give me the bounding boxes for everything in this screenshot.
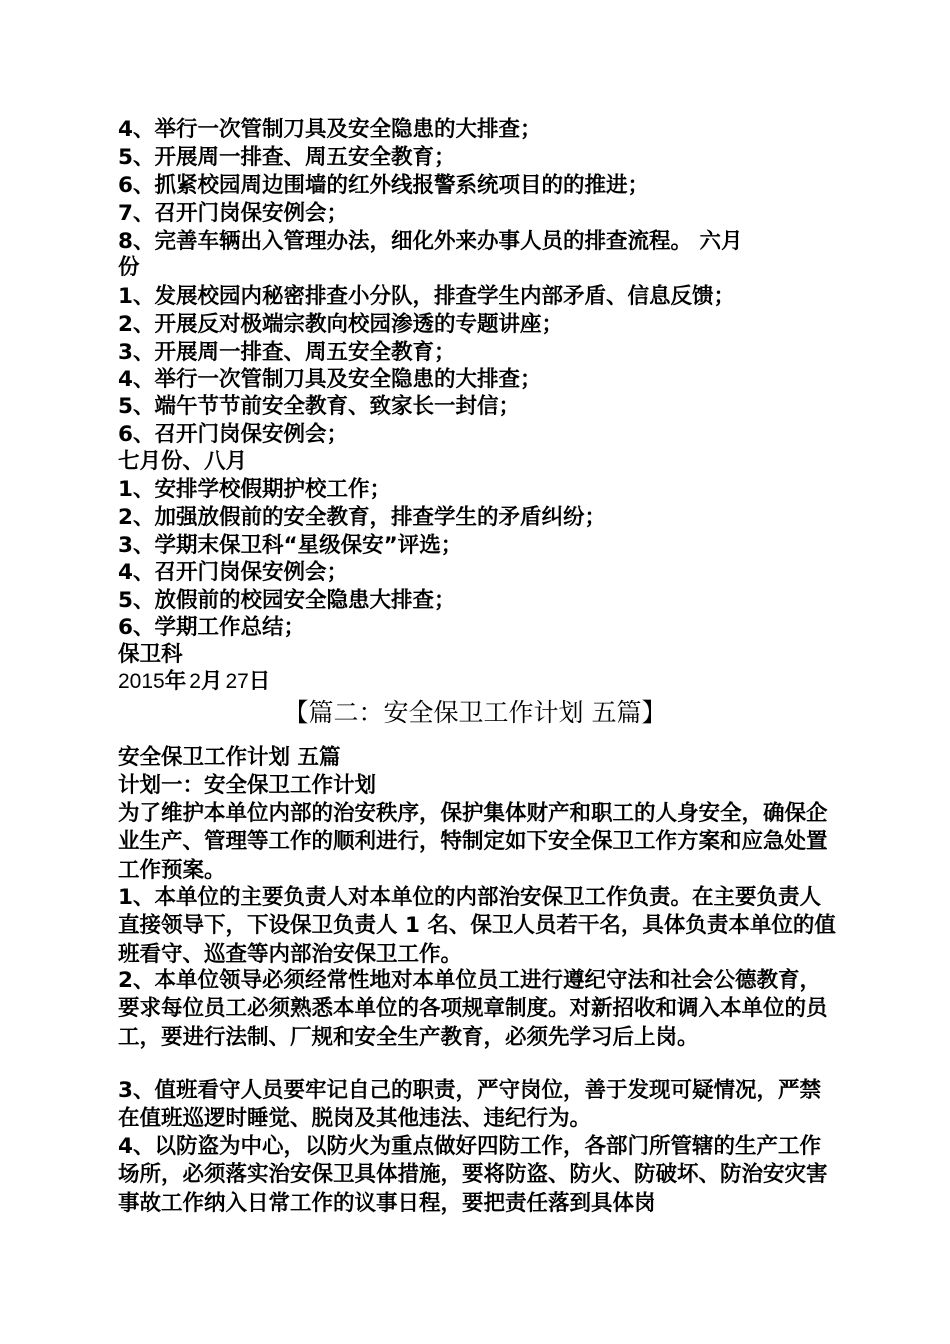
text-line: 4、举行一次管制刀具及安全隐患的大排查； — [118, 367, 542, 392]
signature-department: 保卫科 — [118, 642, 183, 667]
text-line: 3、开展周一排查、周五安全教育； — [118, 340, 456, 365]
text-line: 2、加强放假前的安全教育，排查学生的矛盾纠纷； — [118, 505, 606, 530]
text-line: 4、举行一次管制刀具及安全隐患的大排查； — [118, 117, 542, 142]
text-line: 4、召开门岗保安例会； — [118, 560, 348, 585]
paragraph: 为了维护本单位内部的治安秩序，保护集体财产和职工的人身安全，确保企业生产、管理等工作的顺利进行，特制定如下安全保卫工作方案和应急处置工作预案。 — [118, 801, 828, 883]
text-line: 1、安排学校假期护校工作； — [118, 477, 391, 502]
text-line: 5、开展周一排查、周五安全教育； — [118, 145, 456, 170]
paragraph: 4、以防盗为中心，以防火为重点做好四防工作，各部门所管辖的生产工作场所，必须落实治安保卫具体措施，要将防盗、防火、防破坏、防治安灾害事故工作纳入日常工作的议事日程，要把责任落到具体岗 — [118, 1134, 828, 1216]
date-day-label: 日 — [248, 669, 271, 694]
paragraph: 1、本单位的主要负责人对本单位的内部治安保卫工作负责。在主要负责人直接领导下，下设保卫负责人 1 名、保卫人员若干名，具体负责本单位的值班看守、巡查等内部治安保卫工作。 — [118, 885, 836, 967]
text-line: 份 — [118, 255, 140, 280]
date-month-label: 月 — [200, 669, 223, 694]
paragraph: 2、本单位领导必须经常性地对本单位员工进行遵纪守法和社会公德教育，要求每位员工必须熟悉本单位的各项规章制度。对新招收和调入本单位的员工，要进行法制、厂规和安全生产教育，必须先学习后上岗。 — [118, 968, 828, 1050]
plan-title: 计划一：安全保卫工作计划 — [118, 773, 377, 798]
date-year-label: 年 — [164, 669, 187, 694]
signature-date — [118, 668, 270, 696]
text-line: 6、学期工作总结； — [118, 615, 305, 640]
text-line: 5、端午节节前安全教育、致家长一封信； — [118, 394, 520, 419]
paragraph: 3、值班看守人员要牢记自己的职责，严守岗位，善于发现可疑情况，严禁在值班巡逻时睡觉、脱岗及其他违法、违纪行为。 — [118, 1078, 821, 1132]
text-line: 8、完善车辆出入管理办法，细化外来办事人员的排查流程。 六月 — [118, 229, 743, 254]
text-line: 7、召开门岗保安例会； — [118, 201, 348, 226]
month-heading: 七月份、八月 — [118, 449, 248, 474]
date-year: 2015 — [118, 670, 165, 693]
document-title: 安全保卫工作计划 五篇 — [118, 745, 341, 770]
text-line: 1、发展校园内秘密排查小分队，排查学生内部矛盾、信息反馈； — [118, 284, 735, 309]
text-line: 3、学期末保卫科“星级保安”评选； — [118, 533, 463, 558]
text-line: 6、召开门岗保安例会； — [118, 422, 348, 447]
date-day: 27 — [225, 670, 249, 693]
text-line: 2、开展反对极端宗教向校园渗透的专题讲座； — [118, 312, 563, 337]
text-line: 5、放假前的校园安全隐患大排查； — [118, 588, 456, 613]
date-month: 2 — [189, 670, 201, 693]
section-heading: 【篇二：安全保卫工作计划 五篇】 — [283, 698, 667, 727]
text-line: 6、抓紧校园周边围墙的红外线报警系统项目的的推进； — [118, 173, 649, 198]
